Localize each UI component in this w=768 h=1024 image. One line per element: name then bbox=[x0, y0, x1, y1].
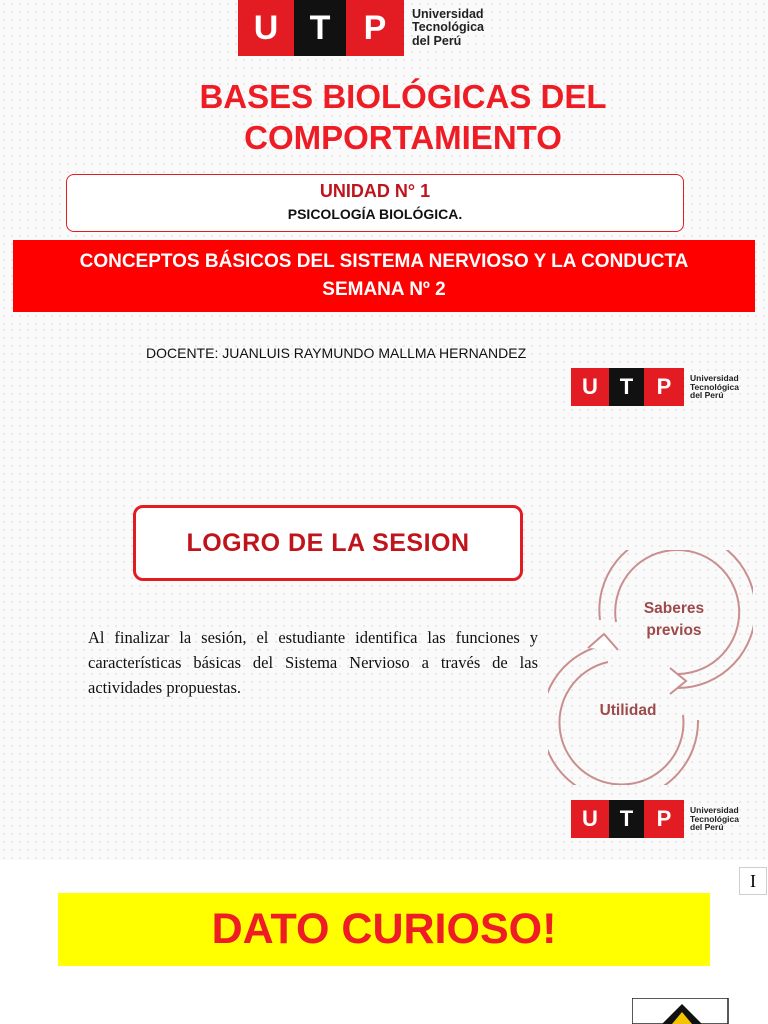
logo-university-name bbox=[690, 374, 739, 401]
logo-letter-u: U bbox=[571, 368, 609, 406]
cycle-label-utilidad: Utilidad bbox=[599, 702, 657, 719]
logo-name-line-2: Tecnológica bbox=[690, 381, 739, 392]
logro-description: Al finalizar la sesión, el estudiante identifica las funciones y características básicas del Sistema Nervioso a través de las actividades propuestas. bbox=[88, 628, 538, 697]
logo-name-line-3: del Perú bbox=[690, 822, 724, 833]
cycle-arrow-head-bottom bbox=[588, 634, 618, 650]
logro-box bbox=[133, 505, 523, 581]
cycle-arrow-head-top bbox=[670, 668, 686, 694]
logo-letter-t: T bbox=[609, 368, 644, 406]
banner-line-1: CONCEPTOS BÁSICOS DEL SISTEMA NERVIOSO Y LA CONDUCTA bbox=[79, 251, 689, 272]
unit-box bbox=[66, 174, 684, 232]
logo-name-line-1: Universidad bbox=[690, 372, 739, 383]
utp-logo-small bbox=[571, 368, 739, 406]
logo-letter-u: U bbox=[238, 0, 294, 56]
slide-title bbox=[0, 76, 768, 158]
slide-title-line-2: COMPORTAMIENTO bbox=[244, 119, 562, 156]
logo-university-name bbox=[690, 806, 739, 833]
utp-logo bbox=[238, 0, 484, 56]
logo-name-line-2: Tecnológica bbox=[690, 813, 739, 824]
topic-banner bbox=[13, 240, 755, 312]
banner-line-2: SEMANA Nº 2 bbox=[322, 279, 446, 300]
cycle-label-line-2: previos bbox=[646, 622, 702, 639]
logo-letter-p: P bbox=[346, 0, 404, 56]
page-marker: I bbox=[739, 867, 767, 895]
logo-letter-t: T bbox=[609, 800, 644, 838]
logo-name-line-2: Tecnológica bbox=[412, 20, 485, 35]
logo-name-line-1: Universidad bbox=[690, 804, 739, 815]
logo-letter-u: U bbox=[571, 800, 609, 838]
logo-name-line-3: del Perú bbox=[412, 33, 462, 48]
cycle-label-saberes-previos bbox=[634, 598, 714, 642]
logo-name-line-1: Universidad bbox=[412, 7, 484, 22]
slide-title-line-1: BASES BIOLÓGICAS DEL bbox=[199, 78, 607, 115]
slide-1 bbox=[0, 0, 768, 326]
utp-logo-small-2 bbox=[571, 800, 739, 838]
logo-name-line-3: del Perú bbox=[690, 390, 724, 401]
logo-university-name bbox=[412, 8, 484, 47]
logo-letter-p: P bbox=[644, 800, 684, 838]
unit-subtitle: PSICOLOGÍA BIOLÓGICA. bbox=[287, 206, 463, 222]
learning-cycle-diagram bbox=[548, 550, 753, 785]
logro-title: LOGRO DE LA SESION bbox=[186, 528, 470, 557]
logo-letter-t: T bbox=[294, 0, 346, 56]
warning-icon bbox=[632, 998, 732, 1024]
dato-curioso-title: DATO CURIOSO! bbox=[211, 905, 557, 953]
logo-letter-p: P bbox=[644, 368, 684, 406]
dato-curioso-box bbox=[58, 893, 710, 966]
docente-label: DOCENTE: JUANLUIS RAYMUNDO MALLMA HERNANDEZ bbox=[146, 345, 527, 361]
cycle-label-line-1: Saberes bbox=[643, 600, 705, 617]
unit-title: UNIDAD N° 1 bbox=[319, 181, 431, 201]
cycle-arc-bottom-inner bbox=[559, 662, 683, 785]
